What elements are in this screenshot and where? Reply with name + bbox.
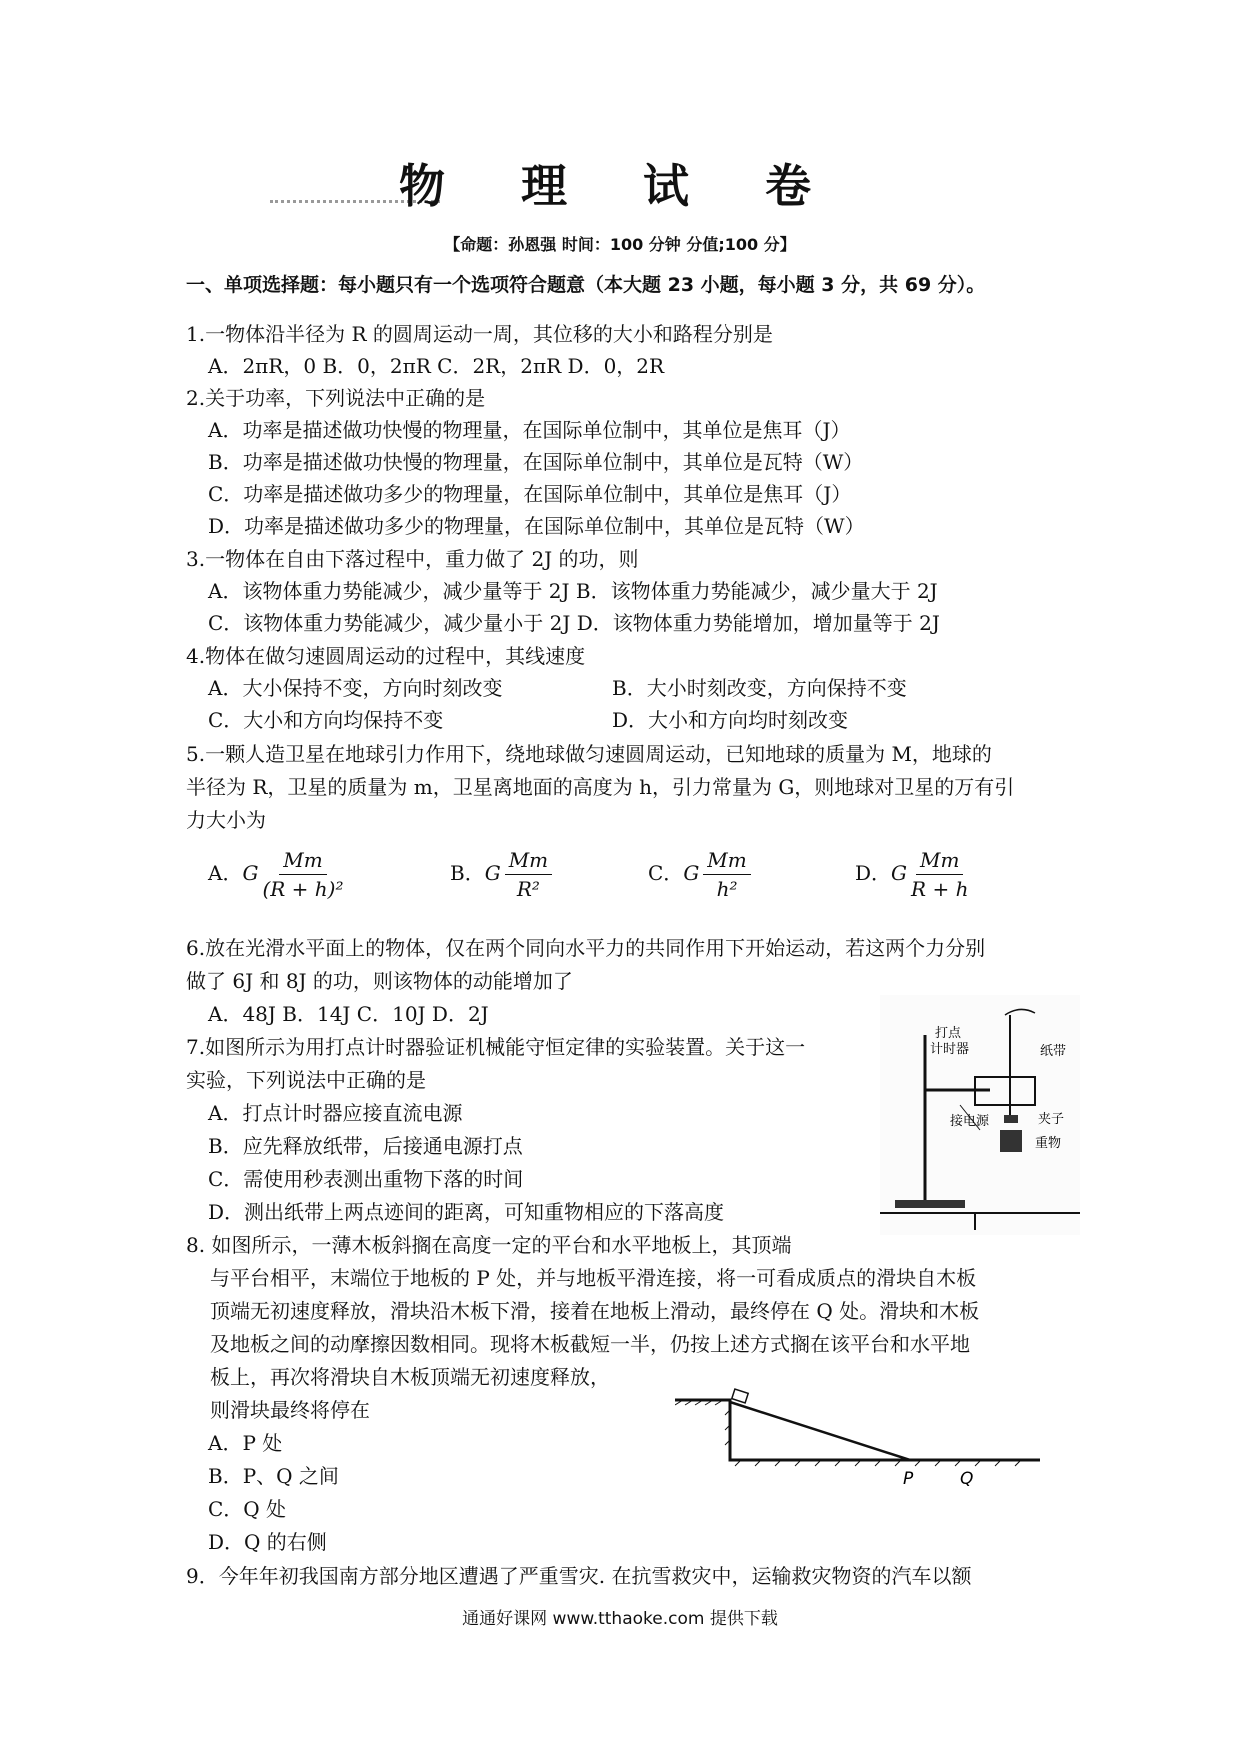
label-tape: 纸带 (1040, 1044, 1067, 1059)
question-2-stem: 2.关于功率，下列说法中正确的是 (186, 386, 486, 410)
question-7-option-a: A．打点计时器应接直流电源 (208, 1101, 463, 1125)
weight-block (1000, 1130, 1022, 1152)
slider-block (732, 1389, 748, 1403)
question-8-line-5: 板上，再次将滑块自木板顶端无初速度释放， (210, 1365, 610, 1389)
question-8-option-b: B．P、Q 之间 (208, 1464, 339, 1488)
question-3-options-cd: C．该物体重力势能减少，减少量小于 2J D．该物体重力势能增加，增加量等于 2J (208, 611, 940, 635)
apparatus-figure (880, 995, 1080, 1235)
question-8-line-6: 则滑块最终将停在 (210, 1398, 370, 1422)
page-title: 物 理 试 卷 (398, 159, 842, 213)
question-4-option-c: C．大小和方向均保持不变 (208, 708, 444, 732)
exam-meta: 【命题：孙恩强 时间：100 分钟 分值;100 分】 (444, 235, 796, 254)
question-1-options: A．2πR，0 B．0，2πR C．2R，2πR D．0，2R (208, 354, 665, 378)
question-4-stem: 4.物体在做匀速圆周运动的过程中，其线速度 (186, 644, 586, 668)
wooden-board (730, 1402, 910, 1460)
question-5-option-c: C．G $\frac{Mm}{\text{h²}}$ (648, 848, 751, 901)
question-3-options-ab: A．该物体重力势能减少，减少量等于 2J B．该物体重力势能减少，减少量大于 2J (208, 579, 938, 603)
question-7-option-d: D．测出纸带上两点迹间的距离，可知重物相应的下落高度 (208, 1200, 725, 1224)
question-9-line-1: 9．今年年初我国南方部分地区遭遇了严重雪灾. 在抗雪救灾中，运输救灾物资的汽车以额 (186, 1564, 972, 1588)
question-7-option-b: B．应先释放纸带，后接通电源打点 (208, 1134, 523, 1158)
question-6-options: A．48J B．14J C．10J D．2J (208, 1002, 489, 1026)
question-5-option-d: D．G $\frac{Mm}{R + h}$ (855, 848, 969, 901)
platform-and-floor (675, 1400, 1040, 1460)
label-timer-1: 打点 (935, 1026, 962, 1041)
question-4-option-a: A．大小保持不变，方向时刻改变 (208, 676, 503, 700)
question-6-line-2: 做了 6J 和 8J 的功，则该物体的动能增加了 (186, 969, 573, 993)
question-7-line-2: 实验，下列说法中正确的是 (186, 1068, 426, 1092)
question-2-option-b: B．功率是描述做功快慢的物理量，在国际单位制中，其单位是瓦特（W） (208, 450, 864, 474)
section-heading: 一、单项选择题：每小题只有一个选项符合题意（本大题 23 小题，每小题 3 分，共 69 分）。 (186, 274, 986, 296)
label-weight: 重物 (1035, 1136, 1062, 1151)
stand-base (895, 1200, 965, 1208)
question-8-line-4: 及地板之间的动摩擦因数相同。现将木板截短一半，仍按上述方式搁在该平台和水平地 (210, 1332, 970, 1356)
label-timer-2: 计时器 (930, 1042, 970, 1057)
label-power: 接电源 (950, 1114, 990, 1129)
question-2-option-c: C．功率是描述做功多少的物理量，在国际单位制中，其单位是焦耳（J） (208, 482, 852, 506)
question-8-option-d: D．Q 的右侧 (208, 1530, 327, 1554)
question-1-stem: 1.一物体沿半径为 R 的圆周运动一周，其位移的大小和路程分别是 (186, 322, 773, 346)
label-p: P (903, 1469, 914, 1489)
question-5-line-1: 5.一颗人造卫星在地球引力作用下，绕地球做匀速圆周运动，已知地球的质量为 M，地球的 (186, 742, 992, 766)
question-5-option-b: B．G $\frac{Mm}{\text{R²}}$ (450, 848, 552, 901)
label-clip: 夹子 (1038, 1112, 1065, 1127)
question-5-line-3: 力大小为 (186, 808, 266, 832)
question-8-option-c: C．Q 处 (208, 1497, 287, 1521)
question-8-line-3: 顶端无初速度释放，滑块沿木板下滑，接着在地板上滑动，最终停在 Q 处。滑块和木板 (210, 1299, 980, 1323)
incline-figure (675, 1380, 1040, 1490)
question-3-stem: 3.一物体在自由下落过程中，重力做了 2J 的功，则 (186, 547, 639, 571)
question-8-option-a: A．P 处 (208, 1431, 283, 1455)
question-8-line-2: 与平台相平，末端位于地板的 P 处，并与地板平滑连接，将一可看成质点的滑块自木板 (210, 1266, 977, 1290)
page-footer: 通通好课网 www.tthaoke.com 提供下载 (462, 1609, 778, 1629)
question-2-option-d: D．功率是描述做功多少的物理量，在国际单位制中，其单位是瓦特（W） (208, 514, 865, 538)
question-5-line-2: 半径为 R，卫星的质量为 m，卫星离地面的高度为 h，引力常量为 G，则地球对卫星的万有引 (186, 775, 1015, 799)
question-2-option-a: A．功率是描述做功快慢的物理量，在国际单位制中，其单位是焦耳（J） (208, 418, 851, 442)
label-q: Q (960, 1469, 974, 1489)
question-6-line-1: 6.放在光滑水平面上的物体，仅在两个同向水平力的共同作用下开始运动，若这两个力分别 (186, 936, 986, 960)
question-4-option-d: D．大小和方向均时刻改变 (612, 708, 849, 732)
question-4-option-b: B．大小时刻改变，方向保持不变 (612, 676, 907, 700)
clip (1004, 1115, 1018, 1123)
question-7-line-1: 7.如图所示为用打点计时器验证机械能守恒定律的实验装置。关于这一 (186, 1035, 806, 1059)
question-8-line-1: 8. 如图所示，一薄木板斜搁在高度一定的平台和水平地板上，其顶端 (186, 1233, 792, 1257)
question-7-option-c: C．需使用秒表测出重物下落的时间 (208, 1167, 524, 1191)
question-5-option-a: A．G $\frac{Mm}{\text{(R + h)²}}$ (208, 848, 344, 901)
